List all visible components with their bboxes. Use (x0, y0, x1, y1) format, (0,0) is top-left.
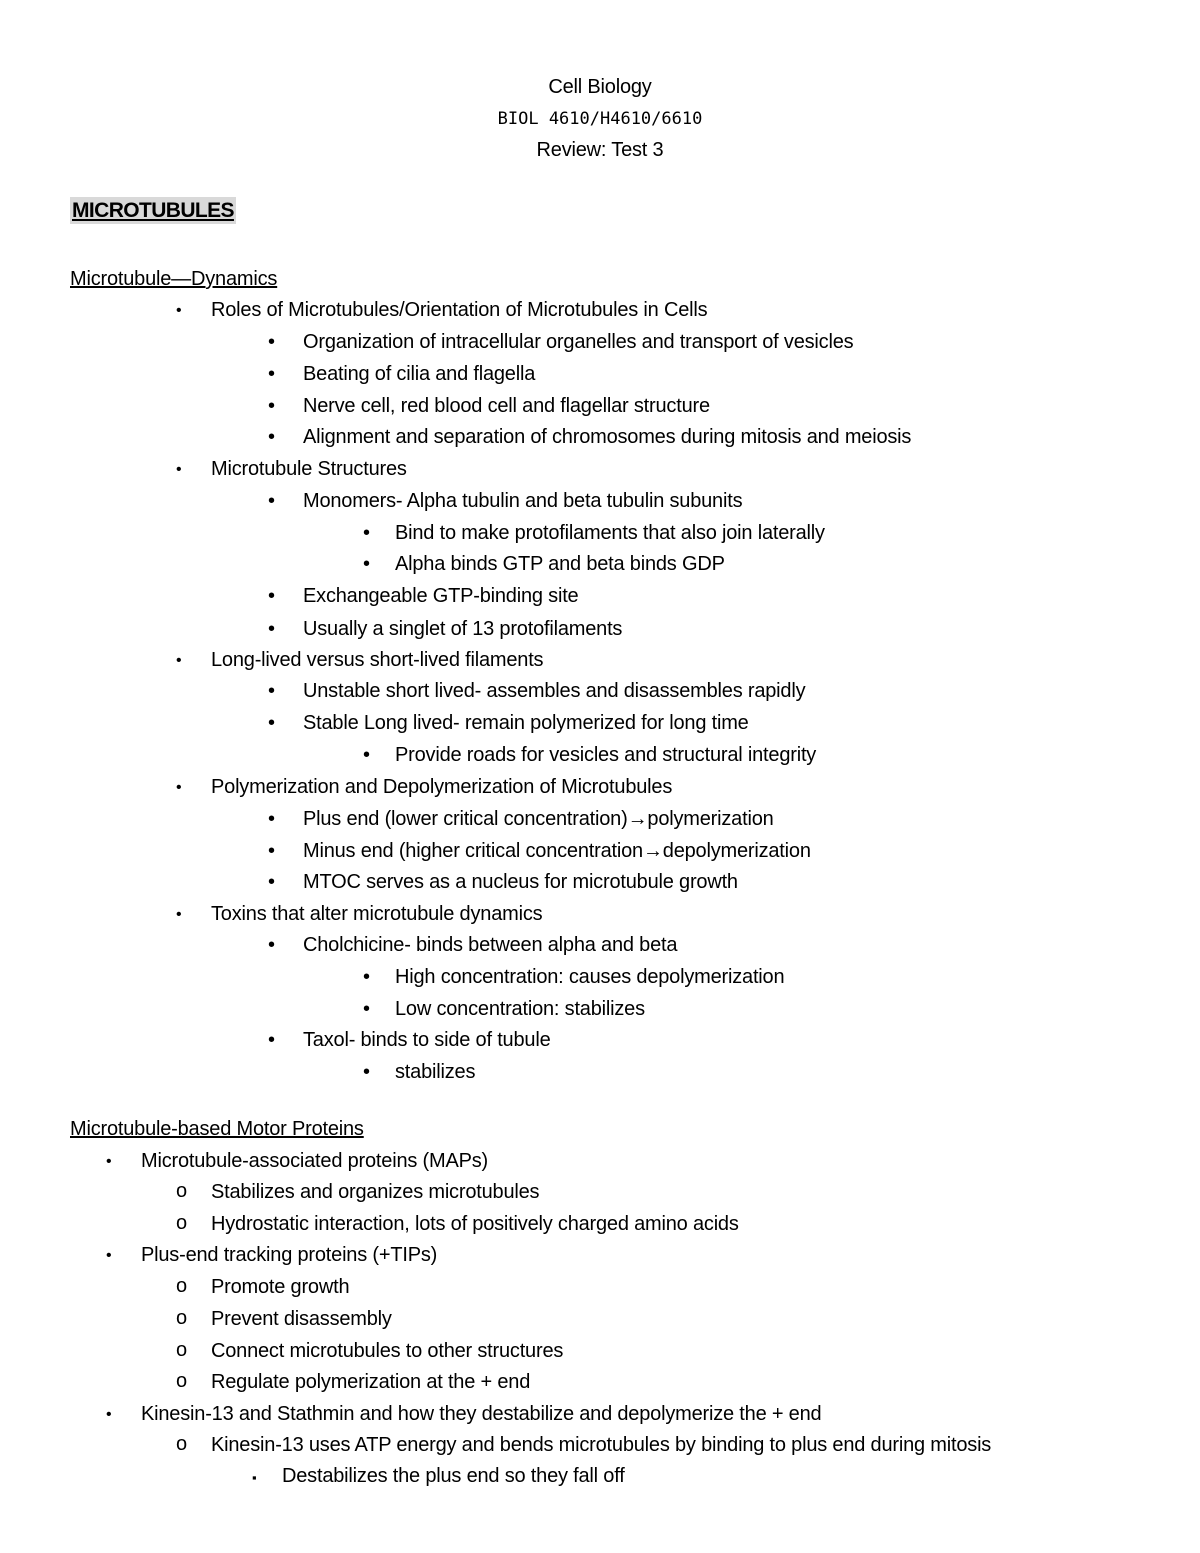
list-item: Beating of cilia and flagella (303, 363, 536, 385)
list-item: Alignment and separation of chromosomes during mitosis and meiosis (303, 426, 912, 448)
bullet-icon: • (268, 934, 275, 956)
circle-bullet-icon: o (176, 1307, 187, 1329)
list-item: Exchangeable GTP-binding site (303, 585, 579, 607)
bullet-icon: • (106, 1406, 112, 1423)
list-item: Polymerization and Depolymerization of Microtubules (211, 776, 673, 798)
bullet-icon: • (268, 618, 275, 640)
list-item-text: depolymerization (662, 840, 811, 862)
list-item: MTOC serves as a nucleus for microtubule growth (303, 871, 738, 893)
bullet-icon: • (363, 522, 370, 544)
bullet-icon: • (268, 1029, 275, 1051)
dynamics-heading: Microtubule—Dynamics (70, 268, 278, 290)
list-item (303, 838, 811, 864)
arrow-right-icon: → (642, 840, 663, 862)
section-title (70, 198, 236, 224)
list-item: Taxol- binds to side of tubule (303, 1029, 551, 1051)
list-item: Unstable short lived- assembles and disassembles rapidly (303, 680, 806, 702)
bullet-icon: • (176, 906, 182, 923)
list-item: High concentration: causes depolymerization (395, 966, 785, 988)
list-item (303, 806, 774, 832)
square-bullet-icon: ▪ (252, 1470, 257, 1485)
list-item: Promote growth (211, 1276, 350, 1298)
motors-heading: Microtubule-based Motor Proteins (70, 1118, 364, 1140)
list-item: Stable Long lived- remain polymerized for long time (303, 712, 749, 734)
bullet-icon: • (176, 302, 182, 319)
list-item: Toxins that alter microtubule dynamics (211, 903, 543, 925)
bullet-icon: • (268, 585, 275, 607)
bullet-icon: • (268, 712, 275, 734)
circle-bullet-icon: o (176, 1180, 187, 1202)
section-title-text: MICROTUBULES (72, 199, 234, 222)
bullet-icon: • (268, 395, 275, 417)
list-item: Connect microtubules to other structures (211, 1340, 564, 1362)
bullet-icon: • (363, 1061, 370, 1083)
list-item: Destabilizes the plus end so they fall off (282, 1465, 625, 1487)
list-item: Regulate polymerization at the + end (211, 1371, 531, 1393)
list-item: Microtubule-associated proteins (MAPs) (141, 1150, 488, 1172)
circle-bullet-icon: o (176, 1275, 187, 1297)
arrow-right-icon: → (627, 808, 648, 830)
list-item: Provide roads for vesicles and structural integrity (395, 744, 817, 766)
list-item: Organization of intracellular organelles and transport of vesicles (303, 331, 854, 353)
bullet-icon: • (268, 871, 275, 893)
list-item: Kinesin-13 and Stathmin and how they destabilize and depolymerize the + end (141, 1403, 822, 1425)
circle-bullet-icon: o (176, 1339, 187, 1361)
bullet-icon: • (363, 998, 370, 1020)
list-item: Bind to make protofilaments that also join laterally (395, 522, 825, 544)
bullet-icon: • (268, 840, 275, 862)
course-code: BIOL 4610/H4610/6610 (497, 109, 703, 129)
list-item: Long-lived versus short-lived filaments (211, 649, 544, 671)
bullet-icon: • (268, 426, 275, 448)
list-item: Roles of Microtubules/Orientation of Microtubules in Cells (211, 299, 708, 321)
bullet-icon: • (176, 652, 182, 669)
list-item-text: polymerization (647, 808, 774, 830)
list-item: Low concentration: stabilizes (395, 998, 645, 1020)
bullet-icon: • (106, 1153, 112, 1170)
bullet-icon: • (106, 1247, 112, 1264)
list-item: stabilizes (395, 1061, 476, 1083)
bullet-icon: • (176, 779, 182, 796)
list-item: Nerve cell, red blood cell and flagellar structure (303, 395, 710, 417)
bullet-icon: • (363, 553, 370, 575)
list-item: Cholchicine- binds between alpha and beta (303, 934, 678, 956)
list-item-text: Minus end (higher critical concentration (303, 840, 643, 862)
bullet-icon: • (268, 363, 275, 385)
list-item: Monomers- Alpha tubulin and beta tubulin subunits (303, 490, 743, 512)
bullet-icon: • (268, 808, 275, 830)
list-item: Prevent disassembly (211, 1308, 392, 1330)
list-item: Plus-end tracking proteins (+TIPs) (141, 1244, 438, 1266)
circle-bullet-icon: o (176, 1212, 187, 1234)
doc-title: Cell Biology (548, 76, 652, 98)
bullet-icon: • (363, 744, 370, 766)
circle-bullet-icon: o (176, 1433, 187, 1455)
bullet-icon: • (176, 461, 182, 478)
circle-bullet-icon: o (176, 1370, 187, 1392)
list-item: Hydrostatic interaction, lots of positively charged amino acids (211, 1213, 739, 1235)
bullet-icon: • (268, 680, 275, 702)
bullet-icon: • (363, 966, 370, 988)
list-item: Usually a singlet of 13 protofilaments (303, 618, 623, 640)
bullet-icon: • (268, 331, 275, 353)
doc-subtitle: Review: Test 3 (536, 139, 664, 161)
list-item: Alpha binds GTP and beta binds GDP (395, 553, 725, 575)
list-item: Kinesin-13 uses ATP energy and bends microtubules by binding to plus end during mitosis (211, 1434, 992, 1456)
bullet-icon: • (268, 490, 275, 512)
list-item-text: Plus end (lower critical concentration) (303, 808, 628, 830)
list-item: Microtubule Structures (211, 458, 407, 480)
list-item: Stabilizes and organizes microtubules (211, 1181, 540, 1203)
